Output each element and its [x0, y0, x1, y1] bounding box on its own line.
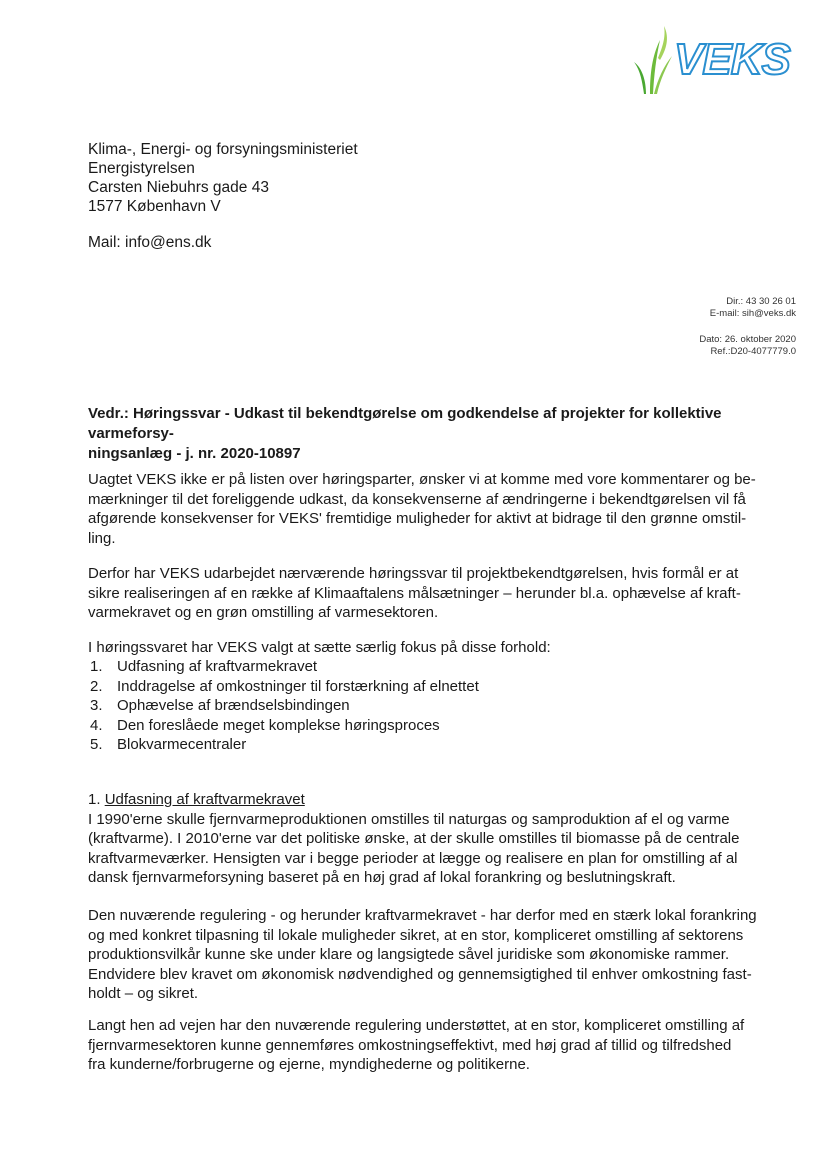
paragraph-focus-intro: [88, 638, 794, 658]
text-line: ling.: [88, 529, 116, 547]
text-line: I høringssvaret har VEKS valgt at sætte særlig fokus på disse forhold:: [88, 639, 551, 656]
paragraph-regulation: [88, 906, 794, 1004]
focus-list: [90, 657, 479, 755]
list-item: [90, 657, 479, 677]
text-line: holdt – og sikret.: [88, 985, 199, 1002]
list-text: Den foreslåede meget komplekse høringsproces: [117, 716, 440, 734]
text-line: Endvidere blev kravet om økonomisk nødvendighed og gennemsigtighed til enhver omkostning fast-: [88, 965, 752, 983]
address-line: Klima-, Energi- og forsyningsministeriet: [88, 141, 358, 158]
paragraph-purpose: [88, 564, 794, 623]
subject-line: [88, 404, 788, 464]
text-line: Derfor har VEKS udarbejdet nærværende høringssvar til projektbekendtgørelsen, hvis formål er at: [88, 565, 739, 582]
list-item: [90, 677, 479, 697]
list-text: Inddragelse af omkostninger til forstærkning af elnettet: [117, 677, 479, 695]
paragraph-intro: [88, 470, 794, 548]
text-line: mærkninger til det foreliggende udkast, da konsekvenserne af ændringerne i bekendtgørelsen vil få: [88, 490, 746, 508]
list-item: [90, 735, 479, 755]
paragraph-outcome: [88, 1016, 794, 1075]
list-number: 5.: [90, 736, 103, 753]
address-line: Carsten Niebuhrs gade 43: [88, 179, 269, 196]
list-text: Udfasning af kraftvarmekravet: [117, 658, 318, 675]
letter-ref: Ref.:D20-4077779.0: [710, 346, 796, 357]
text-line: og med konkret tilpasning til lokale muligheder sikret, at en stor, kompliceret omstilling af sektorens: [88, 926, 744, 944]
address-line: 1577 København V: [88, 198, 221, 215]
logo-wordmark: VEKS: [674, 35, 790, 84]
text-line: afgørende konsekvenser for VEKS' fremtidige muligheder for aktivt at bidrage til den grønne omstil-: [88, 510, 747, 527]
recipient-address: [88, 140, 358, 216]
section-number: 1.: [88, 791, 101, 808]
list-number: 2.: [90, 677, 103, 695]
text-line: Langt hen ad vejen har den nuværende regulering understøttet, at en stor, kompliceret omstilling af: [88, 1017, 745, 1034]
letter-meta: [699, 334, 796, 358]
text-line: Den nuværende regulering - og herunder kraftvarmekravet - har derfor med en stærk lokal forankring: [88, 907, 757, 924]
address-line: Energistyrelsen: [88, 160, 195, 177]
letter-date: Dato: 26. oktober 2020: [699, 334, 796, 345]
text-line: kraftvarmeværker. Hensigten var i begge perioder at lægge og realisere en plan for omstilling af al: [88, 849, 738, 867]
text-line: (kraftvarme). I 2010'erne var det politiske ønske, at der skulle omstilles til biomasse på de centrale: [88, 830, 740, 847]
list-number: 4.: [90, 716, 103, 734]
section-heading: [88, 790, 794, 810]
recipient-mail: Mail: info@ens.dk: [88, 234, 212, 251]
text-line: produktionsvilkår kunne ske under klare og langsigtede såvel juridiske som økonomiske rammer.: [88, 946, 730, 963]
list-item: [90, 716, 479, 736]
section-1: [88, 790, 794, 888]
subject-line-2: ningsanlæg - j. nr. 2020-10897: [88, 445, 301, 462]
list-item: [90, 696, 479, 716]
list-number: 1.: [90, 658, 103, 675]
sender-contact: [710, 296, 796, 320]
section-title: Udfasning af kraftvarmekravet: [104, 791, 305, 808]
text-line: fra kunderne/forbrugerne og ejerne, myndighederne og politikerne.: [88, 1056, 530, 1073]
list-text: Blokvarmecentraler: [117, 736, 247, 753]
text-line: Uagtet VEKS ikke er på listen over høringsparter, ønsker vi at komme med vore kommentarer og be-: [88, 471, 756, 488]
text-line: I 1990'erne skulle fjernvarmeproduktionen omstilles til naturgas og samproduktion af el og varme: [88, 810, 730, 828]
sender-email: E-mail: sih@veks.dk: [709, 308, 796, 319]
subject-line-1: Vedr.: Høringssvar - Udkast til bekendtgørelse om godkendelse af projekter for kollektive varmeforsy-: [88, 405, 722, 442]
text-line: sikre realiseringen af en række af Klimaaftalens målsætninger – herunder bl.a. ophævelse af kraft-: [88, 584, 741, 602]
list-text: Ophævelse af brændselsbindingen: [117, 697, 350, 714]
veks-logo: [632, 22, 800, 98]
list-number: 3.: [90, 697, 103, 714]
sender-phone: Dir.: 43 30 26 01: [726, 296, 796, 307]
text-line: fjernvarmesektoren kunne gennemføres omkostningseffektivt, med høj grad af tillid og tilfredshed: [88, 1036, 732, 1054]
text-line: varmekravet og en grøn omstilling af varmesektoren.: [88, 604, 439, 621]
text-line: dansk fjernvarmeforsyning baseret på en høj grad af lokal forankring og beslutningskraft.: [88, 869, 676, 886]
